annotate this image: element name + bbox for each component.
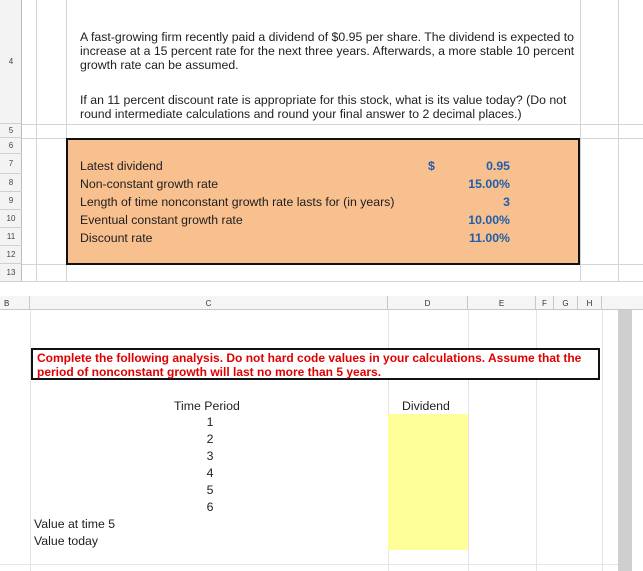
row-number[interactable]: 10 [0, 210, 22, 228]
row-number[interactable]: 9 [0, 192, 22, 210]
value-at-time-5-label[interactable]: Value at time 5 [34, 517, 116, 531]
gridline [36, 0, 37, 282]
input-label-constant-growth[interactable]: Eventual constant growth rate [80, 213, 243, 227]
row-number-column [0, 0, 22, 282]
row-number[interactable]: 8 [0, 174, 22, 192]
text-line: A fast-growing firm recently paid a dividend of $0.95 per share. The dividend is expected to [80, 30, 574, 44]
time-period-header[interactable]: Time Period [174, 399, 240, 413]
row-number[interactable]: 11 [0, 228, 22, 246]
text-line: growth rate can be assumed. [80, 58, 239, 72]
time-period-cell[interactable]: 4 [206, 466, 214, 480]
vertical-scrollbar[interactable] [618, 310, 632, 571]
column-header-h[interactable]: H [578, 296, 602, 310]
row-number[interactable]: 4 [0, 0, 22, 124]
bottom-sheet-pane [0, 296, 643, 571]
time-period-cell[interactable]: 3 [206, 449, 214, 463]
gridline [618, 0, 619, 282]
dividend-answer-cells[interactable] [388, 414, 468, 550]
column-header-g[interactable]: G [554, 296, 578, 310]
column-header-c[interactable]: C [30, 296, 388, 310]
pane-gap [0, 282, 643, 296]
value-today-label[interactable]: Value today [34, 534, 99, 548]
instruction-box [31, 348, 600, 380]
dividend-header[interactable]: Dividend [402, 399, 450, 413]
gridline [580, 0, 581, 282]
input-label-growth-length[interactable]: Length of time nonconstant growth rate lasts for (in years) [80, 195, 395, 209]
column-header-f[interactable]: F [536, 296, 554, 310]
input-value-discount-rate[interactable]: 11.00% [468, 231, 510, 245]
column-header-b[interactable]: B [0, 296, 30, 310]
row-number[interactable]: 5 [0, 124, 22, 138]
input-value-latest-dividend[interactable]: 0.95 [486, 159, 510, 173]
gridline [22, 124, 643, 125]
input-value-constant-growth[interactable]: 10.00% [468, 213, 510, 227]
input-value-growth-length[interactable]: 3 [503, 195, 510, 209]
column-header-bar [0, 296, 643, 310]
text-line: round intermediate calculations and round your final answer to 2 decimal places.) [80, 107, 522, 121]
input-value-nonconstant-growth[interactable]: 15.00% [468, 177, 510, 191]
row-number[interactable]: 7 [0, 154, 22, 174]
column-header-e[interactable]: E [468, 296, 536, 310]
gridline [0, 564, 618, 565]
column-header-d[interactable]: D [388, 296, 468, 310]
input-label-nonconstant-growth[interactable]: Non-constant growth rate [80, 177, 219, 191]
instruction-text: Complete the following analysis. Do not hard code values in your calculations. Assume that the period of nonconstant growth will last no more than 5 years. [37, 351, 582, 379]
time-period-cell[interactable]: 1 [206, 415, 214, 429]
time-period-cell[interactable]: 2 [206, 432, 214, 446]
row-number[interactable]: 6 [0, 138, 22, 154]
time-period-cell[interactable]: 6 [206, 500, 214, 514]
row-number[interactable]: 12 [0, 246, 22, 264]
text-line: If an 11 percent discount rate is appropriate for this stock, what is its value today? (Do not [80, 93, 567, 107]
gridline [602, 310, 603, 571]
row-number[interactable]: 13 [0, 264, 22, 282]
problem-paragraph-2 [80, 93, 566, 121]
text-line: increase at a 15 percent rate for the next three years. Afterwards, a more stable 10 percent [80, 44, 575, 58]
problem-paragraph-1 [80, 30, 574, 72]
input-label-discount-rate[interactable]: Discount rate [80, 231, 153, 245]
top-sheet-pane [0, 0, 643, 282]
currency-symbol: $ [428, 159, 435, 173]
input-label-latest-dividend[interactable]: Latest dividend [80, 159, 163, 173]
time-period-cell[interactable]: 5 [206, 483, 214, 497]
